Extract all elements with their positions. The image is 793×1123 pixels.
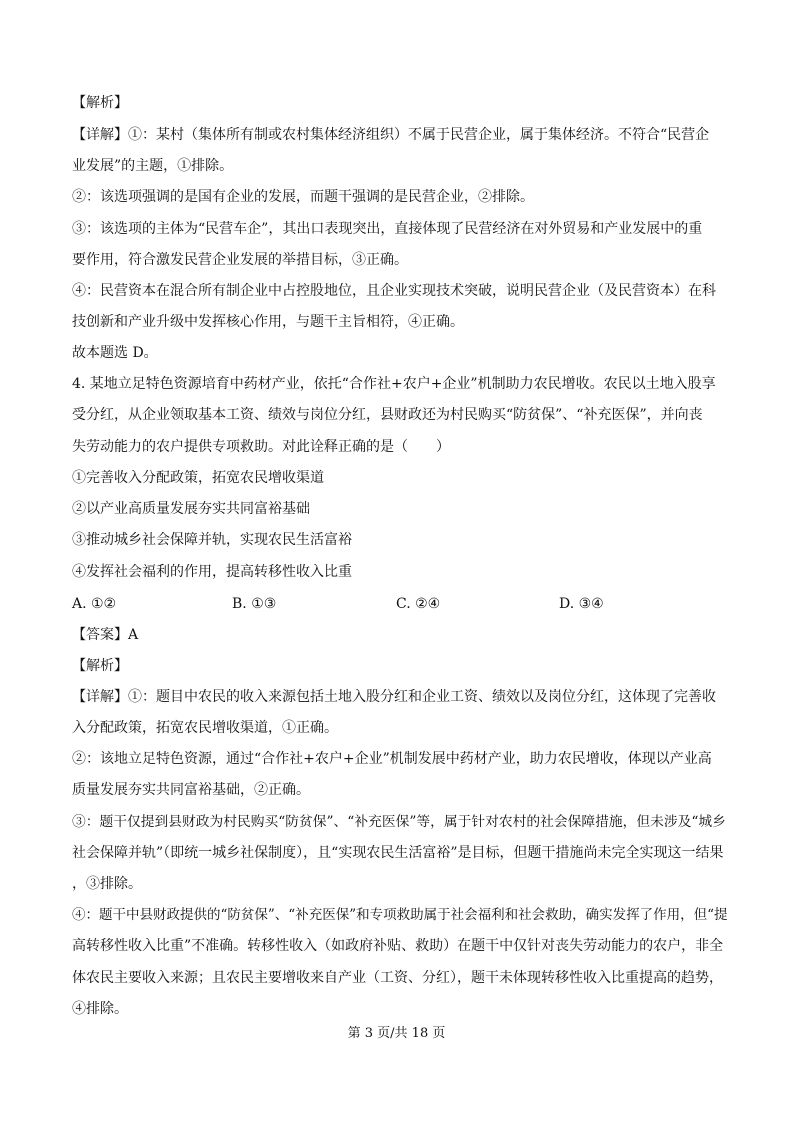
question-stem-line: 失劳动能力的农户提供专项救助。对此诠释正确的是（ ）	[72, 439, 450, 455]
detail-line: ，③排除。	[72, 876, 142, 892]
question-stem-line: 受分红，从企业领取基本工资、绩效与岗位分红，县财政还为村民购买“防贫保”、“补充医保”，并向丧	[72, 407, 703, 423]
prev-detail-line: ③：该选项的主体为“民营车企”，其出口表现突出，直接体现了民营经济在对外贸易和产业发展中的重	[72, 221, 703, 237]
detail-line: ④排除。	[72, 1001, 128, 1017]
statement-3: ③推动城乡社会保障并轨，实现农民生活富裕	[72, 532, 352, 548]
prev-conclusion: 故本题选 D。	[72, 345, 158, 361]
detail-line: 【详解】①：题目中农民的收入来源包括土地入股分红和企业工资、绩效以及岗位分红，这体现了完善收	[72, 689, 716, 705]
page-number: 第 3 页/共 18 页	[347, 1026, 446, 1041]
detail-line: 社会保障并轨”（即统一城乡社保制度），且“实现农民生活富裕”是目标，但题干措施尚未完全实现这一结果	[72, 845, 724, 861]
prev-detail-line: 要作用，符合激发民营企业发展的举措目标，③正确。	[72, 252, 408, 268]
option-d: D. ③④	[559, 596, 604, 612]
detail-line: 体农民主要收入来源；且农民主要增收来自产业（工资、分红），题干未体现转移性收入比重提高的趋势，	[72, 970, 723, 986]
statement-2: ②以产业高质量发展夯实共同富裕基础	[72, 501, 310, 517]
prev-detail-line: ④：民营资本在混合所有制企业中占控股地位，且企业实现技术突破，说明民营企业（及民营资本）在科	[72, 283, 716, 299]
answer-line: 【答案】A	[72, 627, 139, 643]
prev-detail-line: ②：该选项强调的是国有企业的发展，而题干强调的是民营企业，②排除。	[72, 189, 534, 205]
statement-1: ①完善收入分配政策，拓宽农民增收渠道	[72, 470, 324, 486]
option-a: A. ①②	[72, 596, 117, 612]
detail-line: ④：题干中县财政提供的“防贫保”、“补充医保”和专项救助属于社会福利和社会救助，确实发挥了作用，但“提	[72, 907, 728, 923]
option-c: C. ②④	[396, 596, 441, 612]
prev-detail-line: 【详解】①：某村（集体所有制或农村集体经济组织）不属于民营企业，属于集体经济。不符合“民营企	[72, 127, 710, 143]
prev-detail-line: 业发展”的主题，①排除。	[72, 158, 234, 174]
detail-line: ②：该地立足特色资源，通过“合作社+农户+企业”机制发展中药材产业，助力农民增收，体现以产业高	[72, 751, 712, 767]
detail-line: ③：题干仅提到县财政为村民购买“防贫保”、“补充医保”等，属于针对农村的社会保障措施，但未涉及“城乡	[72, 814, 726, 830]
prev-analysis-label: 【解析】	[72, 95, 128, 111]
statement-4: ④发挥社会福利的作用，提高转移性收入比重	[72, 564, 352, 580]
question-stem-line: 4. 某地立足特色资源培育中药材产业，依托“合作社+农户+企业”机制助力农民增收。农民以土地入股享	[72, 376, 716, 392]
detail-line: 高转移性收入比重”不准确。转移性收入（如政府补贴、救助）在题干中仅针对丧失劳动能力的农户，非全	[72, 938, 724, 954]
answer-options	[72, 594, 712, 614]
detail-line: 质量发展夯实共同富裕基础，②正确。	[72, 782, 310, 798]
option-b: B. ①③	[232, 596, 277, 612]
detail-line: 入分配政策，拓宽农民增收渠道，①正确。	[72, 720, 338, 736]
analysis-label: 【解析】	[72, 658, 128, 674]
prev-detail-line: 技创新和产业升级中发挥核心作用，与题干主旨相符，④正确。	[72, 314, 464, 330]
